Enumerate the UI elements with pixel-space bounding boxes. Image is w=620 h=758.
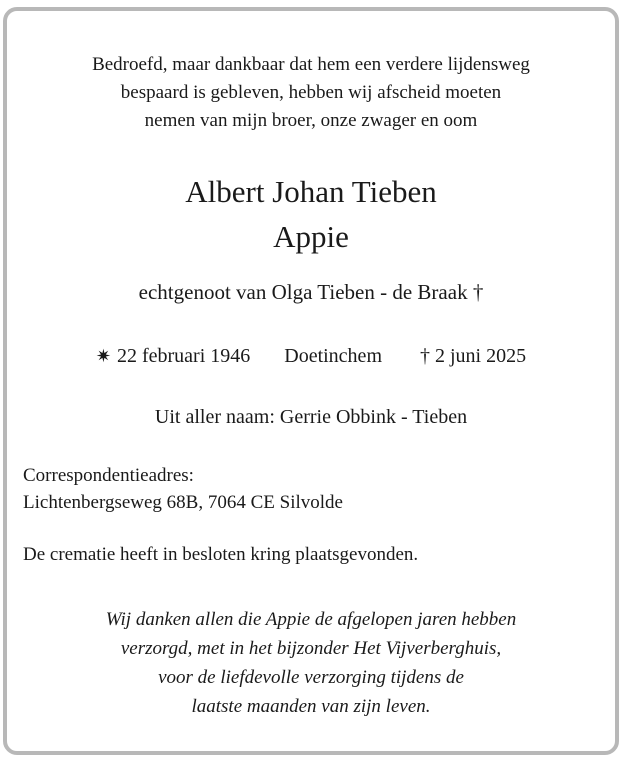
- death-date: † 2 juni 2025: [420, 345, 527, 367]
- birth-star-icon: ✷: [95, 346, 111, 366]
- thanks-line: verzorgd, met in het bijzonder Het Vijverberghuis,: [120, 638, 502, 659]
- birth-date: 22 februari 1946: [116, 345, 251, 367]
- thanks-line: voor de liefdevolle verzorging tijdens de: [158, 667, 464, 688]
- on-behalf-line: Uit aller naam: Gerrie Obbink - Tieben: [154, 406, 468, 428]
- intro-text: [7, 51, 615, 135]
- thanks-line: laatste maanden van zijn leven.: [191, 696, 431, 717]
- dates-line: [7, 341, 615, 371]
- deceased-nickname: Appie: [273, 219, 349, 254]
- death-notice-card: [3, 7, 619, 755]
- intro-line: nemen van mijn broer, onze zwager en oom: [144, 110, 478, 131]
- correspondence-address: Lichtenbergseweg 68B, 7064 CE Silvolde: [23, 492, 343, 513]
- cremation-line: De crematie heeft in besloten kring plaatsgevonden.: [23, 544, 419, 565]
- deceased-name-block: [7, 169, 615, 259]
- spouse-line: echtgenoot van Olga Tieben - de Braak †: [138, 280, 484, 304]
- thanks-line: Wij danken allen die Appie de afgelopen jaren hebben: [105, 609, 517, 630]
- intro-line: Bedroefd, maar dankbaar dat hem een verdere lijdensweg: [92, 54, 530, 75]
- correspondence-label: Correspondentieadres:: [23, 465, 194, 486]
- correspondence-block: [23, 462, 603, 516]
- thanks-text: [7, 605, 615, 721]
- intro-line: bespaard is gebleven, hebben wij afscheid moeten: [120, 82, 502, 103]
- deceased-full-name: Albert Johan Tieben: [185, 174, 437, 209]
- place: Doetinchem: [284, 345, 382, 367]
